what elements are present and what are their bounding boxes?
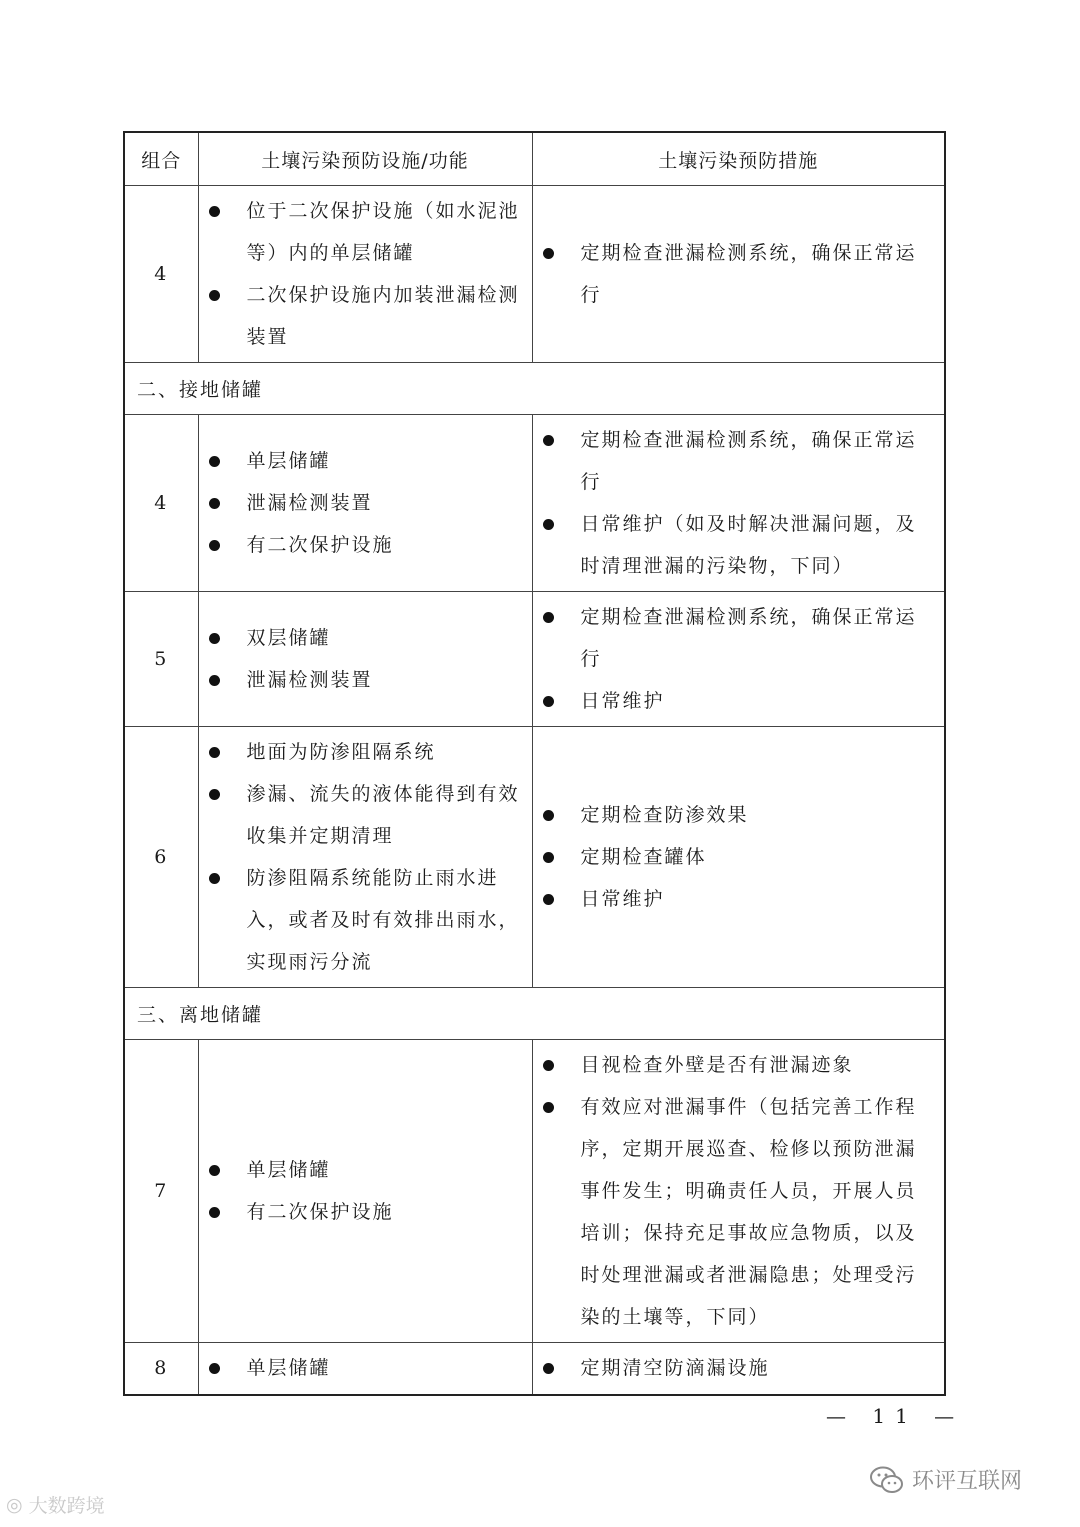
group-number: 8 — [124, 1343, 198, 1395]
watermark-logo-icon: ◎ — [6, 1493, 23, 1516]
facilities-cell — [198, 1343, 532, 1395]
list-item: 单层储罐 — [199, 1149, 522, 1191]
list-item: 定期检查泄漏检测系统，确保正常运行 — [533, 232, 935, 316]
header-measures: 土壤污染预防措施 — [532, 132, 945, 186]
group-number: 4 — [124, 186, 198, 363]
table-row — [124, 186, 945, 363]
list-item: 位于二次保护设施（如水泥池等）内的单层储罐 — [199, 190, 522, 274]
table-row — [124, 727, 945, 988]
group-number: 5 — [124, 592, 198, 727]
list-item: 防渗阻隔系统能防止雨水进入，或者及时有效排出雨水，实现雨污分流 — [199, 857, 522, 983]
facilities-cell — [198, 727, 532, 988]
list-item: 日常维护 — [533, 680, 935, 722]
watermark-left — [6, 1491, 105, 1518]
list-item: 泄漏检测装置 — [199, 659, 522, 701]
list-item: 地面为防渗阻隔系统 — [199, 731, 522, 773]
measures-cell — [532, 415, 945, 592]
measures-cell — [532, 727, 945, 988]
group-number: 4 — [124, 415, 198, 592]
list-item: 泄漏检测装置 — [199, 482, 522, 524]
list-item: 目视检查外壁是否有泄漏迹象 — [533, 1044, 935, 1086]
watermark-right — [870, 1464, 1022, 1495]
list-item: 渗漏、流失的液体能得到有效收集并定期清理 — [199, 773, 522, 857]
table-row — [124, 415, 945, 592]
watermark-left-text: 大数跨境 — [28, 1495, 105, 1517]
list-item: 有效应对泄漏事件（包括完善工作程序，定期开展巡查、检修以预防泄漏事件发生；明确责任人员，开展人员培训；保持充足事故应急物质，以及时处理泄漏或者泄漏隐患；处理受污染的土壤等，下同） — [533, 1086, 935, 1338]
list-item: 有二次保护设施 — [199, 524, 522, 566]
table-row — [124, 1343, 945, 1395]
list-item: 定期检查泄漏检测系统，确保正常运行 — [533, 596, 935, 680]
section-title: 二、接地储罐 — [124, 363, 945, 415]
list-item: 单层储罐 — [199, 440, 522, 482]
facilities-cell — [198, 1040, 532, 1343]
list-item: 单层储罐 — [199, 1347, 522, 1389]
page-number: — 11 — — [826, 1404, 965, 1428]
list-item: 定期清空防滴漏设施 — [533, 1347, 935, 1389]
list-item: 日常维护（如及时解决泄漏问题，及时清理泄漏的污染物，下同） — [533, 503, 935, 587]
header-group: 组合 — [124, 132, 198, 186]
facilities-cell — [198, 415, 532, 592]
measures-cell — [532, 1040, 945, 1343]
table-header-row — [124, 132, 945, 186]
section-row — [124, 363, 945, 415]
wechat-icon — [870, 1466, 904, 1494]
section-title: 三、离地储罐 — [124, 988, 945, 1040]
list-item: 定期检查防渗效果 — [533, 794, 935, 836]
section-row — [124, 988, 945, 1040]
list-item: 定期检查罐体 — [533, 836, 935, 878]
storage-tank-table — [123, 131, 946, 1396]
group-number: 6 — [124, 727, 198, 988]
list-item: 双层储罐 — [199, 617, 522, 659]
facilities-cell — [198, 592, 532, 727]
facilities-cell — [198, 186, 532, 363]
group-number: 7 — [124, 1040, 198, 1343]
table-row — [124, 592, 945, 727]
list-item: 有二次保护设施 — [199, 1191, 522, 1233]
list-item: 日常维护 — [533, 878, 935, 920]
list-item: 二次保护设施内加装泄漏检测装置 — [199, 274, 522, 358]
measures-cell — [532, 186, 945, 363]
table-row — [124, 1040, 945, 1343]
measures-cell — [532, 1343, 945, 1395]
watermark-right-text: 环评互联网 — [912, 1469, 1023, 1494]
list-item: 定期检查泄漏检测系统，确保正常运行 — [533, 419, 935, 503]
header-facilities: 土壤污染预防设施/功能 — [198, 132, 532, 186]
measures-cell — [532, 592, 945, 727]
